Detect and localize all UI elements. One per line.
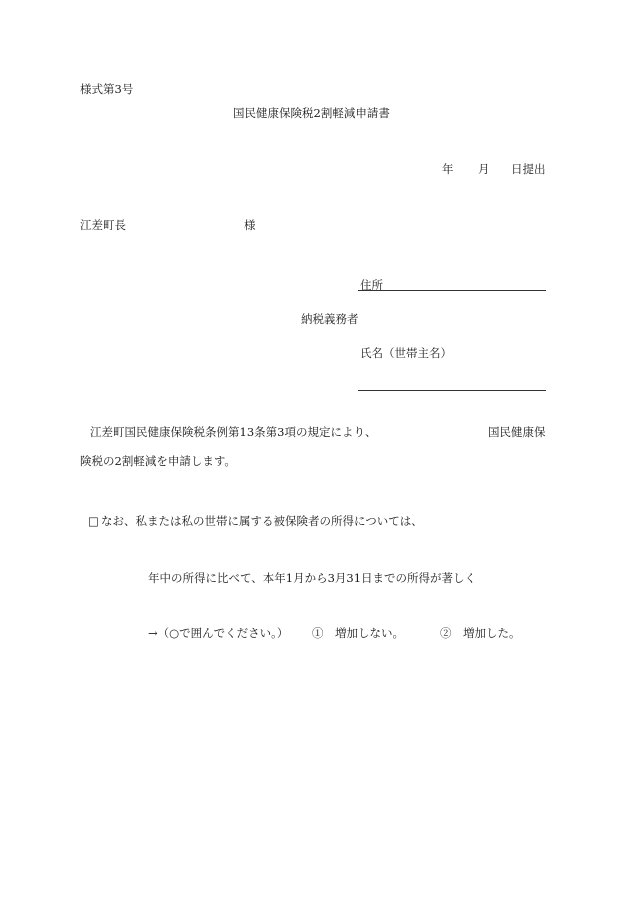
date-month-label: 月 (478, 162, 490, 176)
body-text-part2: 国民健康保 (488, 425, 546, 439)
option-increased[interactable]: ② 増加した。 (440, 626, 521, 640)
name-label: 氏名（世帯主名） (360, 346, 452, 360)
declaration-checkbox[interactable]: □ (88, 514, 99, 528)
addressee-honorific: 様 (244, 218, 256, 232)
declaration-text: なお、私または私の世帯に属する被保険者の所得については、 (101, 514, 423, 528)
address-label: 住所 (360, 278, 383, 292)
taxpayer-label: 納税義務者 (301, 312, 359, 326)
date-year-label: 年 (442, 162, 454, 176)
body-text-part1: 江差町国民健康保険税条例第13条第3項の規定により、 (90, 425, 377, 439)
date-day-label: 日提出 (511, 162, 546, 176)
option-not-increased[interactable]: ① 増加しない。 (312, 626, 404, 640)
address-underline (358, 290, 546, 291)
income-comparison-text: 年中の所得に比べて、本年1月から3月31日までの所得が著しく (148, 571, 477, 585)
body-text-line2: 険税の2割軽減を申請します。 (80, 454, 236, 468)
addressee-name: 江差町長 (80, 218, 126, 232)
form-title: 国民健康保険税2割軽減申請書 (233, 106, 390, 120)
circle-instruction: →（○で囲んでください。） (148, 626, 289, 640)
form-number: 様式第3号 (80, 82, 134, 96)
name-underline (358, 390, 546, 391)
